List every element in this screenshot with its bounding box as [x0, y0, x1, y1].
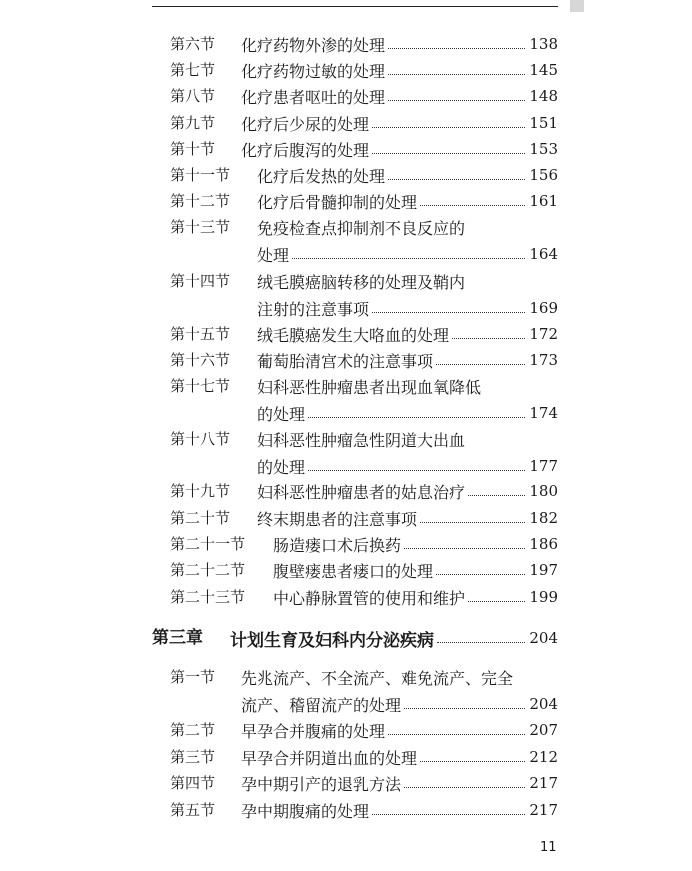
toc-entry[interactable]: [0, 557, 692, 583]
section-title-line: 中心静脉置管的使用和维护: [273, 588, 466, 608]
chapter-number: 第三章: [152, 628, 203, 648]
page-ref: 156: [529, 166, 558, 184]
section-number: 第六节: [170, 35, 216, 53]
section-title-line: 免疫检查点抑制剂不良反应的: [257, 218, 466, 238]
page-ref: 151: [529, 114, 558, 132]
dot-leader: [388, 179, 525, 180]
section-number: 第十八节: [170, 430, 231, 448]
dot-leader: [388, 734, 525, 735]
dot-leader: [468, 495, 525, 496]
toc-entry[interactable]: [0, 478, 692, 504]
section-number: 第十一节: [170, 166, 231, 184]
dot-leader: [388, 48, 525, 49]
page-ref: 153: [529, 140, 558, 158]
section-number: 第五节: [170, 801, 216, 819]
section-number: 第十六节: [170, 351, 231, 369]
section-title-line: 妇科恶性肿瘤急性阴道大出血: [257, 430, 466, 450]
page-ref: 173: [529, 351, 558, 369]
section-title-line: 先兆流产、不全流产、难免流产、完全: [241, 668, 514, 688]
toc-entry[interactable]: [0, 770, 692, 796]
section-number: 第十三节: [170, 218, 231, 236]
dot-leader: [292, 258, 525, 259]
toc-entry[interactable]: [0, 110, 692, 136]
page-ref: 204: [529, 629, 558, 647]
section-number: 第七节: [170, 61, 216, 79]
page-ref: 204: [529, 695, 558, 713]
toc-entry[interactable]: [0, 83, 692, 109]
toc-entry[interactable]: [0, 31, 692, 57]
section-title-line: 早孕合并阴道出血的处理: [241, 748, 418, 768]
toc-entry[interactable]: [0, 162, 692, 188]
page-ref: 148: [529, 87, 558, 105]
page-ref: 180: [529, 482, 558, 500]
section-number: 第二十节: [170, 509, 231, 527]
toc-entry[interactable]: [0, 584, 692, 610]
dot-leader: [388, 100, 525, 101]
section-title-line: 化疗后少尿的处理: [241, 114, 370, 134]
toc-entry[interactable]: [0, 347, 692, 373]
dot-leader: [452, 338, 525, 339]
header-rule: [152, 6, 558, 7]
section-title-line: 绒毛膜癌发生大咯血的处理: [257, 325, 450, 345]
chapter-heading[interactable]: [0, 625, 692, 651]
section-title-line: 化疗患者呕吐的处理: [241, 87, 386, 107]
page-ref: 161: [529, 192, 558, 210]
page-ref: 207: [529, 721, 558, 739]
dot-leader: [308, 470, 525, 471]
section-title-line: 的处理: [257, 457, 306, 477]
page-ref: 199: [529, 588, 558, 606]
page-number: 11: [540, 840, 557, 855]
section-title-line: 孕中期引产的退乳方法: [241, 774, 402, 794]
section-title-line: 孕中期腹痛的处理: [241, 801, 370, 821]
section-number: 第四节: [170, 774, 216, 792]
section-title-line: 终末期患者的注意事项: [257, 509, 418, 529]
section-number: 第八节: [170, 87, 216, 105]
section-number: 第二十一节: [170, 535, 246, 553]
section-number: 第十七节: [170, 377, 231, 395]
toc-entry[interactable]: [0, 505, 692, 531]
dot-leader: [308, 417, 525, 418]
section-number: 第三节: [170, 748, 216, 766]
section-title-line: 化疗后发热的处理: [257, 166, 386, 186]
section-title-line: 葡萄胎清宫术的注意事项: [257, 351, 434, 371]
page-ref: 169: [529, 299, 558, 317]
section-number: 第十五节: [170, 325, 231, 343]
dot-leader: [420, 761, 525, 762]
page-ref: 164: [529, 245, 558, 263]
section-title-line: 腹壁瘘患者瘘口的处理: [273, 561, 434, 581]
toc-entry[interactable]: [0, 797, 692, 823]
toc-entry[interactable]: [0, 531, 692, 557]
page-ref: 138: [529, 35, 558, 53]
dot-leader: [437, 642, 525, 643]
toc-entry[interactable]: [0, 214, 692, 265]
section-title-line: 流产、稽留流产的处理: [241, 695, 402, 715]
toc-entry[interactable]: [0, 188, 692, 214]
dot-leader: [404, 708, 525, 709]
toc-entry[interactable]: [0, 426, 692, 477]
section-number: 第十四节: [170, 272, 231, 290]
page-ref: 217: [529, 774, 558, 792]
page-ref: 172: [529, 325, 558, 343]
section-number: 第九节: [170, 114, 216, 132]
dot-leader: [404, 548, 525, 549]
page-ref: 212: [529, 748, 558, 766]
section-number: 第十九节: [170, 482, 231, 500]
section-title-line: 化疗药物外渗的处理: [241, 35, 386, 55]
section-title-line: 早孕合并腹痛的处理: [241, 721, 386, 741]
section-number: 第二节: [170, 721, 216, 739]
dot-leader: [420, 205, 525, 206]
section-title-line: 的处理: [257, 404, 306, 424]
dot-leader: [468, 601, 525, 602]
section-number: 第二十三节: [170, 588, 246, 606]
section-number: 第一节: [170, 668, 216, 686]
dot-leader: [436, 574, 525, 575]
section-title-line: 化疗后骨髓抑制的处理: [257, 192, 418, 212]
toc-entry[interactable]: [0, 321, 692, 347]
section-number: 第二十二节: [170, 561, 246, 579]
page-ref: 145: [529, 61, 558, 79]
toc-entry[interactable]: [0, 744, 692, 770]
page-ref: 197: [529, 561, 558, 579]
page-ref: 174: [529, 404, 558, 422]
page-edge-shadow: [570, 0, 584, 12]
section-title-line: 化疗后腹泻的处理: [241, 140, 370, 160]
section-title-line: 注射的注意事项: [257, 299, 370, 319]
section-title-line: 化疗药物过敏的处理: [241, 61, 386, 81]
toc-entry[interactable]: [0, 717, 692, 743]
dot-leader: [420, 522, 525, 523]
page-ref: 217: [529, 801, 558, 819]
dot-leader: [372, 312, 525, 313]
page-ref: 177: [529, 457, 558, 475]
page-ref: 186: [529, 535, 558, 553]
dot-leader: [404, 787, 525, 788]
chapter-title: 计划生育及妇科内分泌疾病: [230, 630, 434, 651]
dot-leader: [372, 127, 525, 128]
toc-entry[interactable]: [0, 136, 692, 162]
dot-leader: [388, 74, 525, 75]
dot-leader: [372, 814, 525, 815]
toc-entry[interactable]: [0, 664, 692, 715]
page-ref: 182: [529, 509, 558, 527]
section-title-line: 绒毛膜癌脑转移的处理及鞘内: [257, 272, 466, 292]
toc-entry[interactable]: [0, 373, 692, 424]
dot-leader: [436, 364, 525, 365]
section-title-line: 妇科恶性肿瘤患者的姑息治疗: [257, 482, 466, 502]
section-title-line: 处理: [257, 245, 290, 265]
section-number: 第十节: [170, 140, 216, 158]
dot-leader: [372, 153, 525, 154]
section-title-line: 肠造瘘口术后换药: [273, 535, 402, 555]
toc-entry[interactable]: [0, 57, 692, 83]
section-title-line: 妇科恶性肿瘤患者出现血氧降低: [257, 377, 482, 397]
toc-entry[interactable]: [0, 268, 692, 319]
section-number: 第十二节: [170, 192, 231, 210]
